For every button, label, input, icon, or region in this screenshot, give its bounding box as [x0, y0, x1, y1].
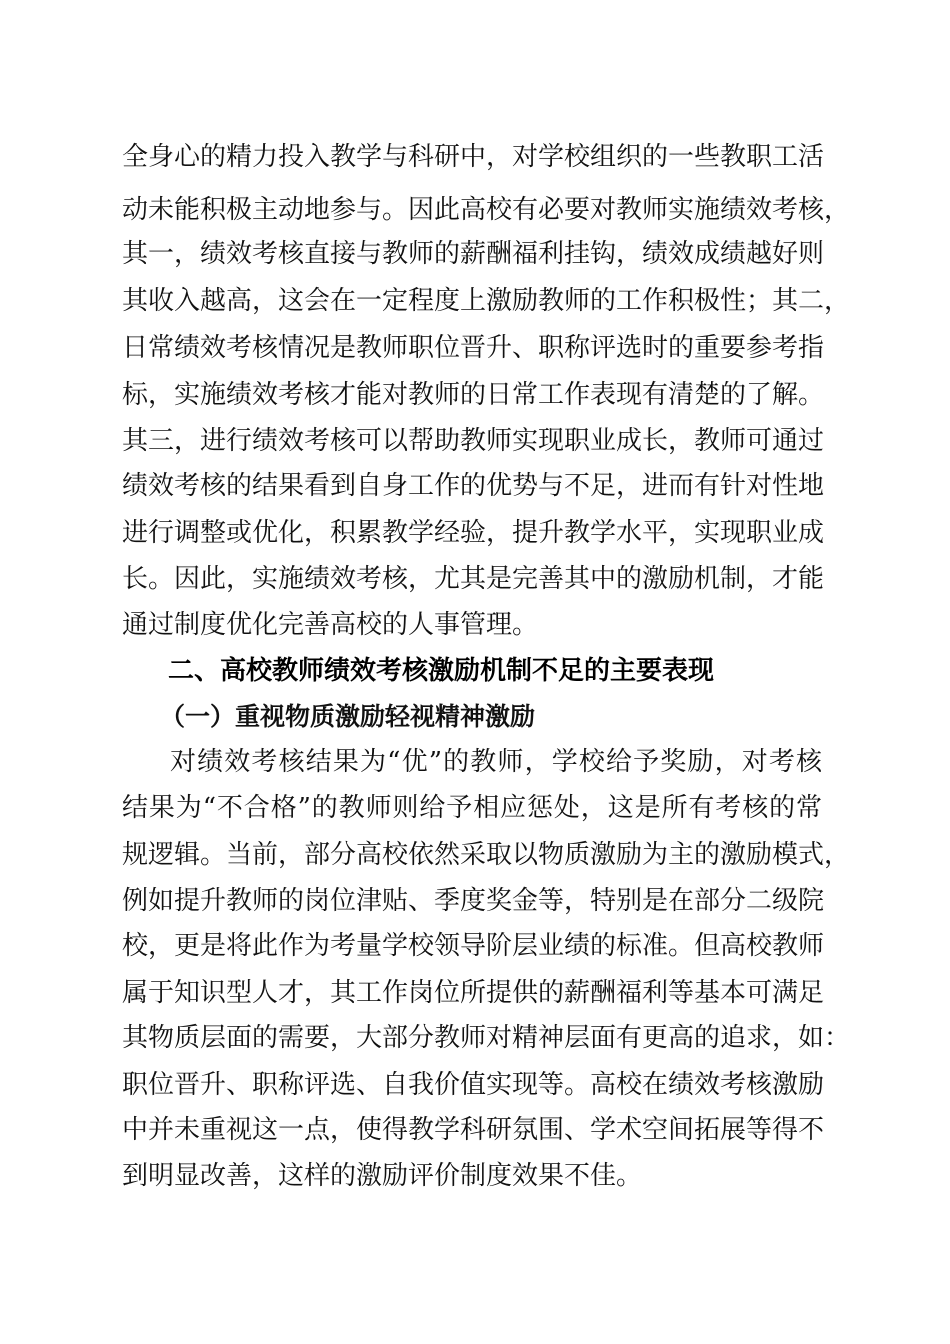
- paragraph-line: 职位晋升、职称评选、自我价值实现等。高校在绩效考核激励: [122, 1070, 825, 1100]
- section-heading: 二、高校教师绩效考核激励机制不足的主要表现: [168, 656, 715, 686]
- subsection-heading: （一）重视物质激励轻视精神激励: [160, 702, 536, 731]
- paragraph-line: 结果为“不合格”的教师则给予相应惩处，这是所有考核的常: [122, 793, 822, 823]
- paragraph-line: 长。因此，实施绩效考核，尤其是完善其中的激励机制，才能: [122, 564, 825, 594]
- paragraph-line: 规逻辑。当前，部分高校依然采取以物质激励为主的激励模式，: [122, 840, 851, 870]
- paragraph-line: 其物质层面的需要，大部分教师对精神层面有更高的追求，如：: [122, 1023, 851, 1053]
- paragraph-line: 中并未重视这一点，使得教学科研氛围、学术空间拓展等得不: [122, 1115, 825, 1145]
- paragraph-line: 标，实施绩效考核才能对教师的日常工作表现有清楚的了解。: [122, 380, 825, 410]
- paragraph-line: 日常绩效考核情况是教师职位晋升、职称评选时的重要参考指: [122, 333, 825, 363]
- paragraph-line: 校，更是将此作为考量学校领导阶层业绩的标准。但高校教师: [122, 931, 825, 961]
- paragraph-line: 动未能积极主动地参与。因此高校有必要对教师实施绩效考核，: [122, 195, 851, 225]
- paragraph-line: 对绩效考核结果为“优”的教师，学校给予奖励，对考核: [170, 747, 822, 777]
- paragraph-line: 通过制度优化完善高校的人事管理。: [122, 610, 539, 640]
- paragraph-line: 属于知识型人才，其工作岗位所提供的薪酬福利等基本可满足: [122, 978, 825, 1008]
- paragraph-line: 其收入越高，这会在一定程度上激励教师的工作积极性；其二，: [122, 286, 851, 316]
- paragraph-line: 绩效考核的结果看到自身工作的优势与不足，进而有针对性地: [122, 471, 825, 501]
- paragraph-line: 进行调整或优化，积累教学经验，提升教学水平，实现职业成: [122, 518, 825, 548]
- paragraph-line: 全身心的精力投入教学与科研中，对学校组织的一些教职工活: [122, 142, 825, 172]
- paragraph-line: 其一，绩效考核直接与教师的薪酬福利挂钩，绩效成绩越好则: [122, 239, 825, 269]
- paragraph-line: 例如提升教师的岗位津贴、季度奖金等，特别是在部分二级院: [122, 886, 825, 916]
- paragraph-line: 到明显改善，这样的激励评价制度效果不佳。: [122, 1161, 643, 1191]
- paragraph-line: 其三，进行绩效考核可以帮助教师实现职业成长，教师可通过: [122, 426, 825, 456]
